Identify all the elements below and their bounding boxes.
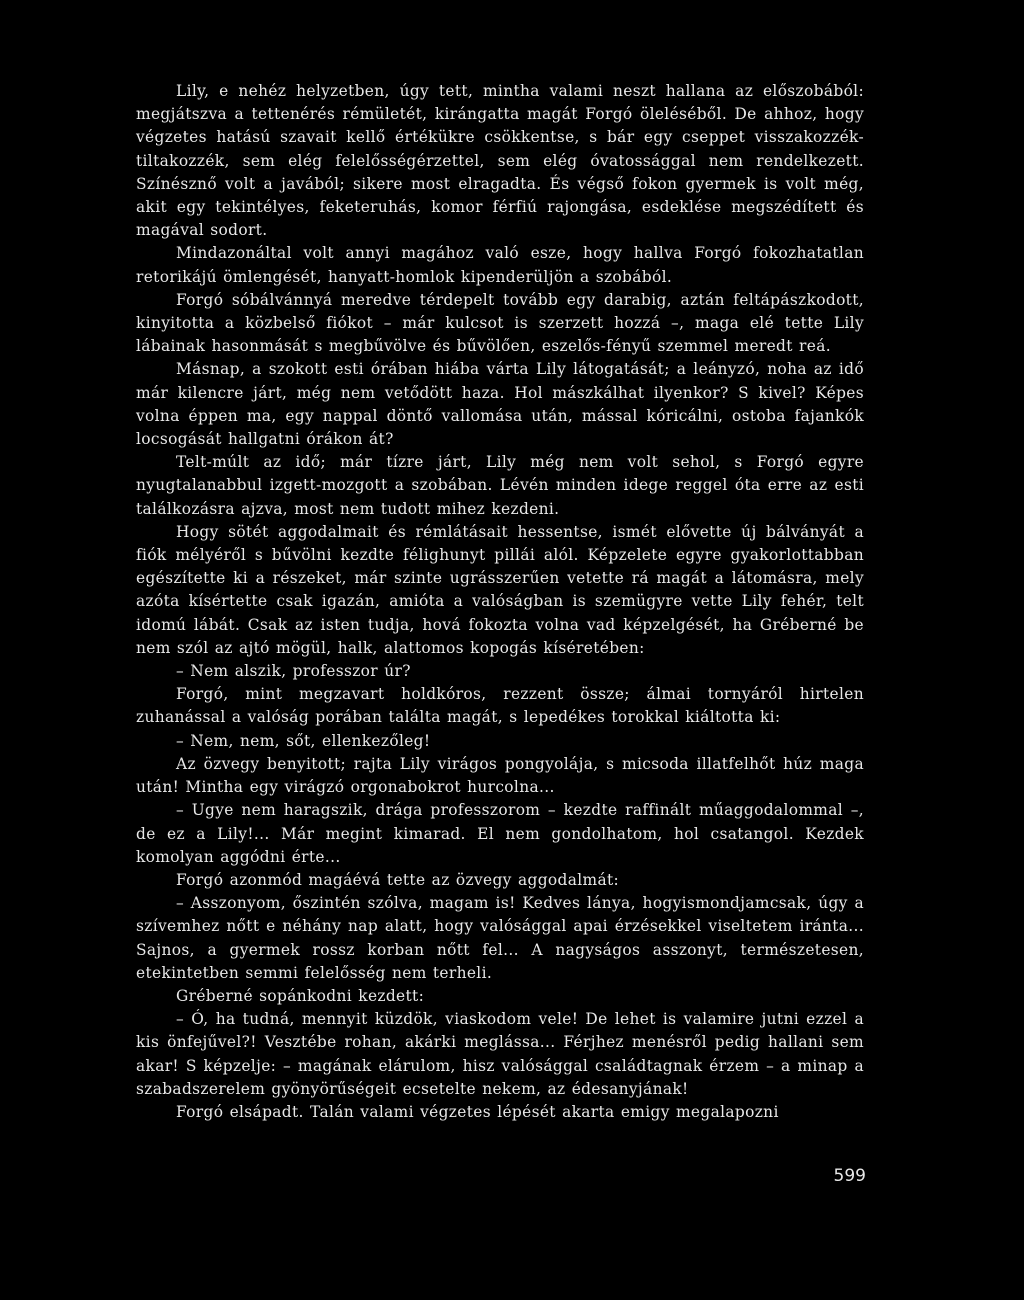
dialogue-line: – Nem, nem, sőt, ellenkezőleg! xyxy=(176,731,431,750)
body-text xyxy=(136,80,864,1124)
dialogue-line: – Ugye nem haragszik, drága professzorom – kezdte raffinált műaggodalommal –, de ez a Lily!... Már megint kimarad. El nem gondolhatom, hol csatangol. Kezdek komolyan aggódni érte... xyxy=(136,801,864,866)
dialogue-line: – Nem alszik, professzor úr? xyxy=(176,662,411,681)
paragraph: Forgó azonmód magáévá tette az özvegy aggodalmát: xyxy=(176,870,620,889)
paragraph: Másnap, a szokott esti órában hiába várta Lily látogatását; a leányzó, noha az idő már kilencre járt, még nem vetődött haza. Hol mászkálhat ilyenkor? S kivel? Képes volna éppen ma, egy nappal döntő vallomása után, mással kóricálni, ostoba fajankók locsogását hallgatni órákon át? xyxy=(136,360,864,449)
paragraph: Forgó elsápadt. Talán valami végzetes lépését akarta emigy megalapozni xyxy=(176,1102,779,1121)
paragraph: Forgó, mint megzavart holdkóros, rezzent össze; álmai tornyáról hirtelen zuhanással a valóság porában találta magát, s lepedékes torokkal kiáltotta ki: xyxy=(136,685,864,727)
page-number: 599 xyxy=(833,1166,866,1186)
paragraph: Hogy sötét aggodalmait és rémlátásait hessentse, ismét elővette új bálványát a fiók mélyéről s bűvölni kezdte félighunyt pillái alól. Képzelete egyre gyakorlottabban egészítette ki a részeket, már szinte ugrásszerűen vetette rá magát a látomásra, mely azóta kísértette csak igazán, amióta a valóságban is szemügyre vette Lily fehér, telt idomú lábát. Csak az isten tudja, hová fokozta volna vad képzelgését, ha Gréberné be nem szól az ajtó mögül, halk, alattomos kopogás kíséretében: xyxy=(136,522,864,657)
dialogue-line: – Ó, ha tudná, mennyit küzdök, viaskodom vele! De lehet is valamire jutni ezzel a kis önfejűvel?! Vesztébe rohan, akárki meglássa... Férjhez menésről pedig hallani sem akar! S képzelje: – magának elárulom, hisz valósággal családtagnak érzem – a minap a szabadszerelem gyönyörűségeit ecsetelte nekem, az édesanyjának! xyxy=(136,1010,864,1098)
paragraph: Gréberné sopánkodni kezdett: xyxy=(176,986,425,1005)
paragraph: Mindazonáltal volt annyi magához való esze, hogy hallva Forgó fokozhatatlan retorikájú ömlengését, hanyatt-homlok kipenderüljön a szobából. xyxy=(136,244,864,286)
paragraph: Telt-múlt az idő; már tízre járt, Lily még nem volt sehol, s Forgó egyre nyugtalanabbul izgett-mozgott a szobában. Lévén minden idege reggel óta erre az esti találkozásra ajzva, most nem tudott mihez kezdeni. xyxy=(136,453,864,518)
paragraph: Lily, e nehéz helyzetben, úgy tett, mintha valami neszt hallana az előszobából: megjátszva a tettenérés rémületét, kirángatta magát Forgó öleléséből. De ahhoz, hogy végzetes hatású szavait kellő értékükre csökkentse, s bár egy cseppet visszakozzék-tiltakozzék, sem elég felelősségérzettel, sem elég óvatossággal nem rendelkezett. Színésznő volt a javából; sikere most elragadta. És végső fokon gyermek is volt még, akit egy tekintélyes, feketeruhás, komor férfiú rajongása, esdeklése megszédített és magával sodort. xyxy=(136,82,864,240)
paragraph: Forgó sóbálvánnyá meredve térdepelt tovább egy darabig, aztán feltápászkodott, kinyitotta a közbelső fiókot – már kulcsot is szerzett hozzá –, maga elé tette Lily lábainak hasonmását s megbűvölve és bűvölően, eszelős-fényű szemmel meredt reá. xyxy=(136,290,864,356)
dialogue-line: – Asszonyom, őszintén szólva, magam is! Kedves lánya, hogyismondjamcsak, úgy a szívemhez nőtt e néhány nap alatt, hogy valósággal apai érzésekkel viseltetem iránta... Sajnos, a gyermek rossz korban nőtt fel... A nagyságos asszonyt, természetesen, etekintetben semmi felelősség nem terheli. xyxy=(136,894,864,982)
paragraph: Az özvegy benyitott; rajta Lily virágos pongyolája, s micsoda illatfelhőt húz maga után! Mintha egy virágzó orgonabokrot hurcolna... xyxy=(136,754,864,797)
